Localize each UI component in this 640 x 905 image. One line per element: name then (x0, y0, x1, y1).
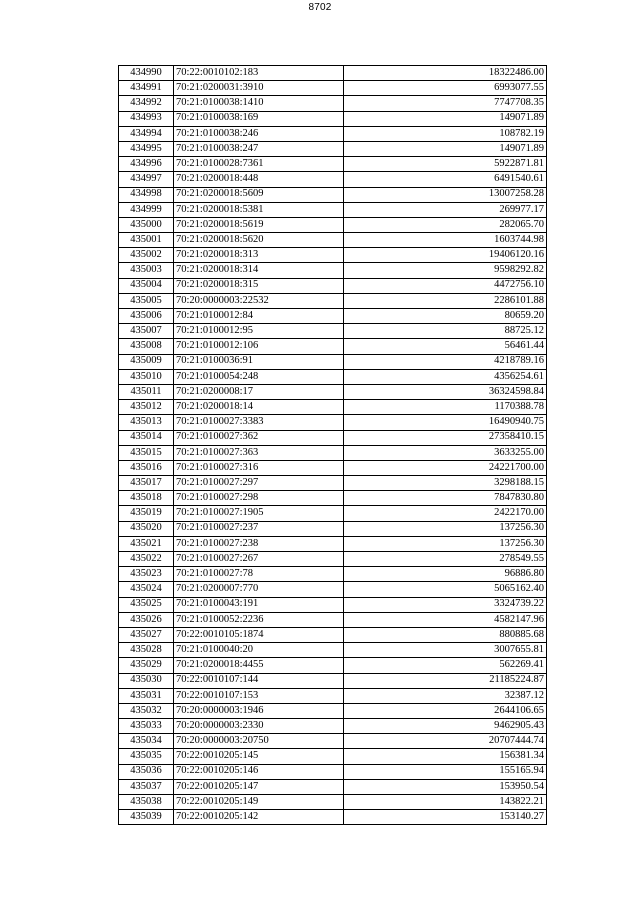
cadastral-value-cell: 6491540.61 (344, 172, 547, 187)
cadastral-number-cell: 70:21:0100012:84 (174, 309, 344, 324)
row-number-cell: 435012 (119, 400, 174, 415)
row-number-cell: 435027 (119, 627, 174, 642)
cadastral-number-cell: 70:21:0100027:297 (174, 476, 344, 491)
table-body (119, 66, 547, 825)
cadastral-number-cell: 70:22:0010105:1874 (174, 627, 344, 642)
row-number-cell: 435025 (119, 597, 174, 612)
cadastral-number-cell: 70:22:0010205:149 (174, 795, 344, 810)
cadastral-number-cell: 70:21:0200018:4455 (174, 658, 344, 673)
cadastral-value-cell: 1170388.78 (344, 400, 547, 415)
cadastral-value-cell: 137256.30 (344, 521, 547, 536)
row-number-cell: 435013 (119, 415, 174, 430)
cadastral-number-cell: 70:20:0000003:2330 (174, 719, 344, 734)
table-row (119, 278, 547, 293)
cadastral-value-cell: 137256.30 (344, 536, 547, 551)
cadastral-value-table (118, 65, 547, 825)
row-number-cell: 435016 (119, 460, 174, 475)
cadastral-number-cell: 70:21:0100027:316 (174, 460, 344, 475)
cadastral-number-cell: 70:21:0200018:5620 (174, 233, 344, 248)
row-number-cell: 435008 (119, 339, 174, 354)
row-number-cell: 435021 (119, 536, 174, 551)
cadastral-value-cell: 3633255.00 (344, 445, 547, 460)
row-number-cell: 435029 (119, 658, 174, 673)
page-number: 8702 (308, 2, 332, 13)
table-row (119, 658, 547, 673)
cadastral-number-cell: 70:21:0100038:1410 (174, 96, 344, 111)
cadastral-number-cell: 70:21:0200018:315 (174, 278, 344, 293)
table-row (119, 126, 547, 141)
table-row (119, 81, 547, 96)
table-row (119, 795, 547, 810)
cadastral-value-cell: 3324739.22 (344, 597, 547, 612)
table-row (119, 96, 547, 111)
table-row (119, 415, 547, 430)
cadastral-value-cell: 269977.17 (344, 202, 547, 217)
cadastral-value-cell: 7847830.80 (344, 491, 547, 506)
row-number-cell: 435003 (119, 263, 174, 278)
table-row (119, 749, 547, 764)
table-row (119, 369, 547, 384)
cadastral-number-cell: 70:21:0100027:237 (174, 521, 344, 536)
row-number-cell: 434990 (119, 66, 174, 81)
cadastral-number-cell: 70:22:0010107:153 (174, 688, 344, 703)
cadastral-number-cell: 70:21:0100027:363 (174, 445, 344, 460)
table-row (119, 309, 547, 324)
table-row (119, 521, 547, 536)
table-row (119, 430, 547, 445)
cadastral-value-cell: 278549.55 (344, 552, 547, 567)
table-row (119, 506, 547, 521)
row-number-cell: 435034 (119, 734, 174, 749)
row-number-cell: 435017 (119, 476, 174, 491)
row-number-cell: 434994 (119, 126, 174, 141)
row-number-cell: 435015 (119, 445, 174, 460)
table-row (119, 172, 547, 187)
row-number-cell: 435006 (119, 309, 174, 324)
cadastral-number-cell: 70:21:0200007:770 (174, 582, 344, 597)
cadastral-number-cell: 70:21:0100054:248 (174, 369, 344, 384)
table-row (119, 597, 547, 612)
row-number-cell: 435030 (119, 673, 174, 688)
table-row (119, 688, 547, 703)
cadastral-value-cell: 3007655.81 (344, 643, 547, 658)
cadastral-number-cell: 70:22:0010205:147 (174, 779, 344, 794)
table-row (119, 354, 547, 369)
cadastral-value-cell: 149071.89 (344, 141, 547, 156)
cadastral-number-cell: 70:21:0200018:448 (174, 172, 344, 187)
cadastral-value-cell: 4356254.61 (344, 369, 547, 384)
table-row (119, 779, 547, 794)
cadastral-value-cell: 2286101.88 (344, 293, 547, 308)
cadastral-value-cell: 282065.70 (344, 217, 547, 232)
cadastral-number-cell: 70:21:0100012:106 (174, 339, 344, 354)
row-number-cell: 435018 (119, 491, 174, 506)
cadastral-number-cell: 70:22:0010102:183 (174, 66, 344, 81)
cadastral-number-cell: 70:22:0010205:145 (174, 749, 344, 764)
row-number-cell: 435007 (119, 324, 174, 339)
cadastral-number-cell: 70:21:0100040:20 (174, 643, 344, 658)
cadastral-value-cell: 108782.19 (344, 126, 547, 141)
table-row (119, 324, 547, 339)
cadastral-number-cell: 70:21:0100038:169 (174, 111, 344, 126)
row-number-cell: 435028 (119, 643, 174, 658)
cadastral-number-cell: 70:20:0000003:20750 (174, 734, 344, 749)
row-number-cell: 435014 (119, 430, 174, 445)
cadastral-value-cell: 153140.27 (344, 810, 547, 825)
cadastral-value-cell: 7747708.35 (344, 96, 547, 111)
cadastral-number-cell: 70:21:0100038:246 (174, 126, 344, 141)
cadastral-value-cell: 80659.20 (344, 309, 547, 324)
table-row (119, 111, 547, 126)
cadastral-number-cell: 70:21:0200008:17 (174, 384, 344, 399)
cadastral-value-cell: 143822.21 (344, 795, 547, 810)
row-number-cell: 435000 (119, 217, 174, 232)
cadastral-value-cell: 153950.54 (344, 779, 547, 794)
row-number-cell: 435001 (119, 233, 174, 248)
cadastral-value-cell: 562269.41 (344, 658, 547, 673)
cadastral-number-cell: 70:21:0100012:95 (174, 324, 344, 339)
row-number-cell: 435009 (119, 354, 174, 369)
cadastral-number-cell: 70:21:0200018:314 (174, 263, 344, 278)
table-row (119, 141, 547, 156)
cadastral-value-cell: 18322486.00 (344, 66, 547, 81)
cadastral-value-cell: 1603744.98 (344, 233, 547, 248)
cadastral-number-cell: 70:21:0100027:1905 (174, 506, 344, 521)
row-number-cell: 434995 (119, 141, 174, 156)
cadastral-number-cell: 70:22:0010205:146 (174, 764, 344, 779)
row-number-cell: 435031 (119, 688, 174, 703)
cadastral-value-cell: 5922871.81 (344, 157, 547, 172)
cadastral-value-cell: 20707444.74 (344, 734, 547, 749)
row-number-cell: 435004 (119, 278, 174, 293)
cadastral-number-cell: 70:21:0100028:7361 (174, 157, 344, 172)
row-number-cell: 435035 (119, 749, 174, 764)
row-number-cell: 434998 (119, 187, 174, 202)
table-row (119, 460, 547, 475)
cadastral-value-cell: 96886.80 (344, 567, 547, 582)
table-row (119, 567, 547, 582)
cadastral-value-cell: 13007258.28 (344, 187, 547, 202)
row-number-cell: 435022 (119, 552, 174, 567)
cadastral-value-cell: 155165.94 (344, 764, 547, 779)
cadastral-number-cell: 70:21:0200031:3910 (174, 81, 344, 96)
table-row (119, 66, 547, 81)
cadastral-value-cell: 36324598.84 (344, 384, 547, 399)
table-row (119, 612, 547, 627)
cadastral-number-cell: 70:22:0010205:142 (174, 810, 344, 825)
table-row (119, 384, 547, 399)
table-row (119, 202, 547, 217)
row-number-cell: 435038 (119, 795, 174, 810)
table-row (119, 248, 547, 263)
cadastral-value-cell: 156381.34 (344, 749, 547, 764)
cadastral-number-cell: 70:20:0000003:1946 (174, 703, 344, 718)
table-row (119, 643, 547, 658)
cadastral-number-cell: 70:21:0200018:313 (174, 248, 344, 263)
row-number-cell: 434996 (119, 157, 174, 172)
row-number-cell: 435026 (119, 612, 174, 627)
cadastral-number-cell: 70:21:0100052:2236 (174, 612, 344, 627)
table-row (119, 810, 547, 825)
table-row (119, 293, 547, 308)
table-row (119, 582, 547, 597)
cadastral-value-cell: 2422170.00 (344, 506, 547, 521)
row-number-cell: 435039 (119, 810, 174, 825)
row-number-cell: 435010 (119, 369, 174, 384)
row-number-cell: 434999 (119, 202, 174, 217)
table-row (119, 476, 547, 491)
row-number-cell: 435005 (119, 293, 174, 308)
table-row (119, 703, 547, 718)
table-row (119, 445, 547, 460)
table-row (119, 491, 547, 506)
cadastral-value-cell: 6993077.55 (344, 81, 547, 96)
row-number-cell: 435023 (119, 567, 174, 582)
cadastral-value-cell: 880885.68 (344, 627, 547, 642)
table-row (119, 157, 547, 172)
row-number-cell: 435032 (119, 703, 174, 718)
row-number-cell: 435033 (119, 719, 174, 734)
cadastral-number-cell: 70:21:0100027:238 (174, 536, 344, 551)
cadastral-value-cell: 19406120.16 (344, 248, 547, 263)
row-number-cell: 434993 (119, 111, 174, 126)
row-number-cell: 435020 (119, 521, 174, 536)
table-row (119, 673, 547, 688)
cadastral-value-cell: 4218789.16 (344, 354, 547, 369)
row-number-cell: 435037 (119, 779, 174, 794)
cadastral-value-cell: 2644106.65 (344, 703, 547, 718)
cadastral-number-cell: 70:21:0100027:298 (174, 491, 344, 506)
row-number-cell: 435019 (119, 506, 174, 521)
cadastral-value-cell: 21185224.87 (344, 673, 547, 688)
row-number-cell: 435011 (119, 384, 174, 399)
cadastral-value-cell: 4582147.96 (344, 612, 547, 627)
cadastral-number-cell: 70:21:0100043:191 (174, 597, 344, 612)
cadastral-value-cell: 9462905.43 (344, 719, 547, 734)
cadastral-number-cell: 70:21:0100036:91 (174, 354, 344, 369)
table-row (119, 187, 547, 202)
cadastral-value-cell: 16490940.75 (344, 415, 547, 430)
table-row (119, 339, 547, 354)
cadastral-value-cell: 27358410.15 (344, 430, 547, 445)
cadastral-number-cell: 70:21:0200018:5619 (174, 217, 344, 232)
cadastral-number-cell: 70:22:0010107:144 (174, 673, 344, 688)
cadastral-value-cell: 88725.12 (344, 324, 547, 339)
row-number-cell: 435036 (119, 764, 174, 779)
cadastral-value-cell: 5065162.40 (344, 582, 547, 597)
row-number-cell: 434997 (119, 172, 174, 187)
cadastral-number-cell: 70:20:0000003:22532 (174, 293, 344, 308)
row-number-cell: 435024 (119, 582, 174, 597)
table-row (119, 734, 547, 749)
table-row (119, 627, 547, 642)
table-row (119, 233, 547, 248)
cadastral-value-cell: 149071.89 (344, 111, 547, 126)
cadastral-value-cell: 9598292.82 (344, 263, 547, 278)
row-number-cell: 435002 (119, 248, 174, 263)
cadastral-number-cell: 70:21:0200018:5381 (174, 202, 344, 217)
cadastral-value-cell: 56461.44 (344, 339, 547, 354)
cadastral-value-cell: 32387.12 (344, 688, 547, 703)
table-row (119, 217, 547, 232)
table-row (119, 263, 547, 278)
cadastral-number-cell: 70:21:0100027:78 (174, 567, 344, 582)
row-number-cell: 434992 (119, 96, 174, 111)
cadastral-number-cell: 70:21:0100027:3383 (174, 415, 344, 430)
cadastral-number-cell: 70:21:0100027:362 (174, 430, 344, 445)
table-row (119, 552, 547, 567)
cadastral-number-cell: 70:21:0200018:14 (174, 400, 344, 415)
cadastral-value-cell: 4472756.10 (344, 278, 547, 293)
cadastral-value-cell: 3298188.15 (344, 476, 547, 491)
table-row (119, 719, 547, 734)
cadastral-value-cell: 24221700.00 (344, 460, 547, 475)
cadastral-number-cell: 70:21:0100038:247 (174, 141, 344, 156)
row-number-cell: 434991 (119, 81, 174, 96)
table-row (119, 536, 547, 551)
table-row (119, 400, 547, 415)
cadastral-number-cell: 70:21:0100027:267 (174, 552, 344, 567)
table-row (119, 764, 547, 779)
cadastral-number-cell: 70:21:0200018:5609 (174, 187, 344, 202)
